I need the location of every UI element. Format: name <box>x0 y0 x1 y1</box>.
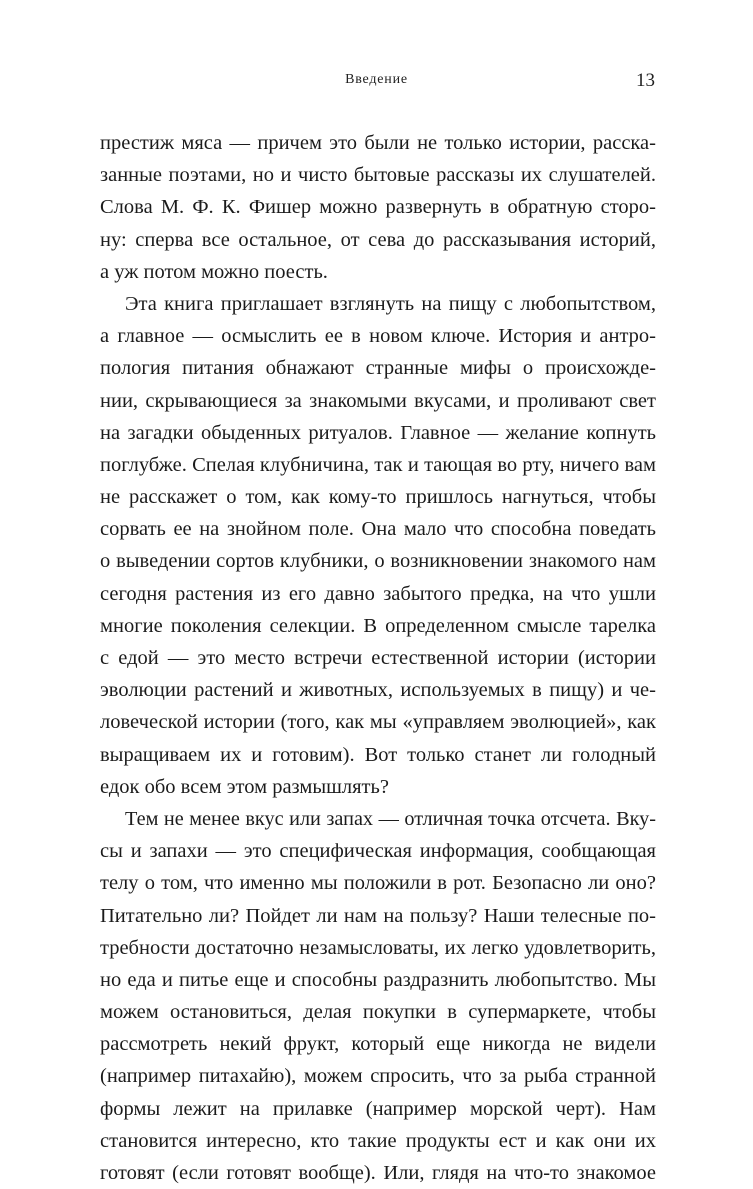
text-line: сы и запахи — это специфическая информация, сообщающая <box>100 840 656 863</box>
text-line: занные поэтами, но и чисто бытовые рассказы их слушателей. <box>100 164 656 187</box>
text-line: эволюции растений и животных, используемых в пищу) и че- <box>100 679 656 702</box>
text-line: на загадки обыденных ритуалов. Главное — желание копнуть <box>100 421 656 444</box>
text-line: (например питахайю), можем спросить, что за рыба странной <box>100 1065 656 1088</box>
text-line: о выведении сортов клубники, о возникновении знакомого нам <box>100 550 656 573</box>
paragraph <box>100 288 656 803</box>
text-line: сорвать ее на знойном поле. Она мало что способна поведать <box>100 518 656 541</box>
text-line: Тем не менее вкус или запах — отличная точка отсчета. Вку- <box>125 807 656 830</box>
text-line: телу о том, что именно мы положили в рот. Безопасно ли оно? <box>100 872 656 895</box>
paragraph <box>100 127 656 288</box>
text-line: а главное — осмыслить ее в новом ключе. История и антро- <box>100 325 656 348</box>
paragraph <box>100 803 656 1189</box>
running-head <box>0 70 753 94</box>
text-line: формы лежит на прилавке (например морской черт). Нам <box>100 1097 656 1120</box>
text-line: поглубже. Спелая клубничина, так и тающая во рту, ничего вам <box>100 453 656 476</box>
text-line: престиж мяса — причем это были не только истории, расска- <box>100 132 656 154</box>
text-line: Питательно ли? Пойдет ли нам на пользу? Наши телесные по- <box>100 904 656 927</box>
text-line: Слова М. Ф. К. Фишер можно развернуть в обратную сторо- <box>100 196 656 219</box>
text-line: требности достаточно незамысловаты, их легко удовлетворить, <box>100 936 656 959</box>
text-line: выращиваем их и готовим). Вот только станет ли голодный <box>100 743 656 766</box>
text-line: с едой — это место встречи естественной истории (истории <box>100 647 656 669</box>
page-number: 13 <box>636 70 655 91</box>
text-line: Эта книга приглашает взглянуть на пищу с любопытством, <box>125 292 656 315</box>
text-line: готовят (если готовят вообще). Или, глядя на что-то знакомое <box>100 1162 656 1184</box>
text-line: становится интересно, кто такие продукты ест и как они их <box>100 1129 656 1152</box>
body-text <box>100 127 656 1189</box>
text-line: ну: сперва все остальное, от сева до рассказывания историй, <box>100 228 656 251</box>
text-line: многие поколения селекции. В определенном смысле тарелка <box>100 614 656 637</box>
text-line: не расскажет о том, как кому-то пришлось нагнуться, чтобы <box>100 486 656 509</box>
text-line: можем остановиться, делая покупки в супермаркете, чтобы <box>100 1001 656 1024</box>
text-line: а уж потом можно поесть. <box>100 260 328 283</box>
text-line: но еда и питье еще и способны раздразнить любопытство. Мы <box>100 968 656 991</box>
text-line: сегодня растения из его давно забытого предка, на что ушли <box>100 582 656 605</box>
running-title: Введение <box>345 72 408 87</box>
text-line: едок обо всем этом размышлять? <box>100 775 389 798</box>
text-line: нии, скрывающиеся за знакомыми вкусами, и проливают свет <box>100 389 656 412</box>
text-line: пология питания обнажают странные мифы о происхожде- <box>100 357 656 380</box>
text-line: ловеческой истории (того, как мы «управляем эволюцией», как <box>100 711 656 734</box>
text-line: рассмотреть некий фрукт, который еще никогда не видели <box>100 1033 656 1056</box>
